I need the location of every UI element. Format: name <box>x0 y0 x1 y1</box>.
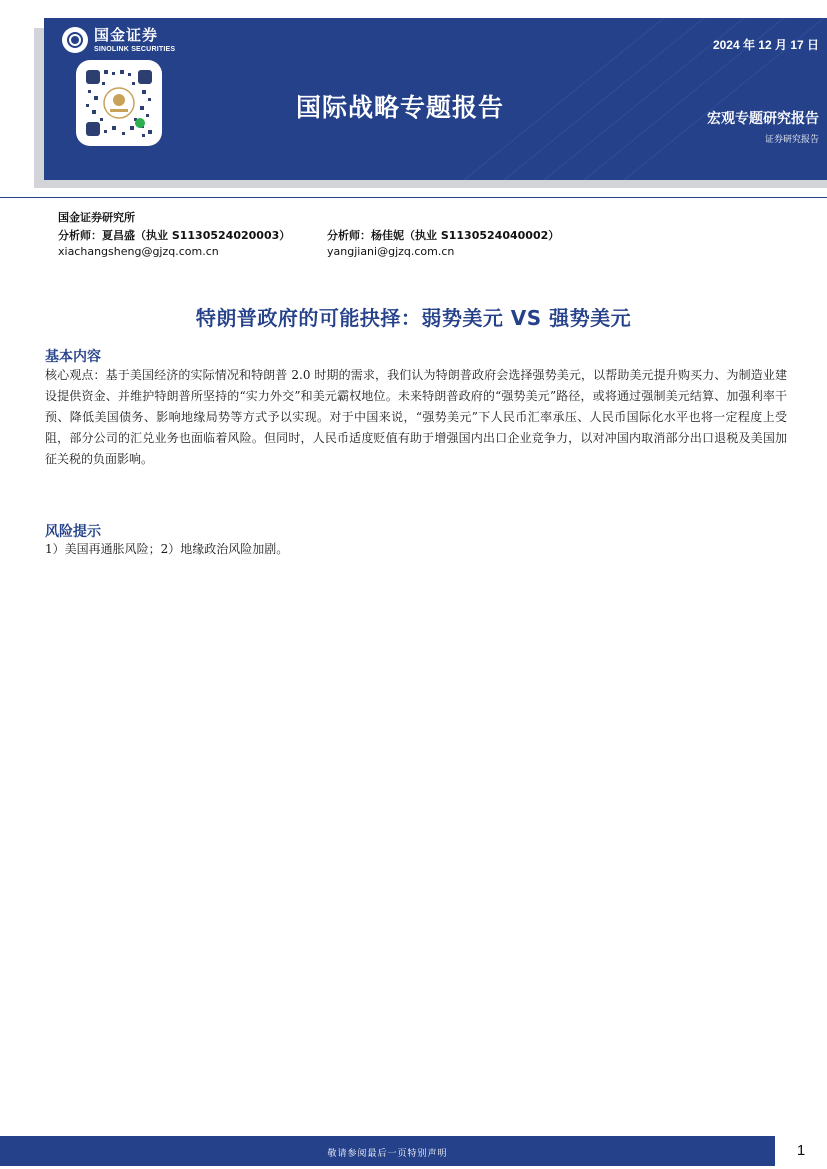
core-view-paragraph: 核心观点：基于美国经济的实际情况和特朗普 2.0 时期的需求，我们认为特朗普政府会选择强势美元，以帮助美元提升购买力、为制造业建设提供资金、并维护特朗普所坚持的“实力外交”和美元霸权地位。未来特朗普政府的“强势美元”路径，或将通过强制美元结算、加强利率干预、降低美国债务、影响地缘局势等方式予以实现。对于中国来说，“强势美元”下人民币汇率承压、人民币国际化水平也将一定程度上受阻，部分公司的汇兑业务也面临着风险。但同时，人民币适度贬值有助于增强国内出口企业竞争力，以对冲国内取消部分出口退税及美国加征关税的负面影响。 <box>45 368 787 466</box>
report-category: 宏观专题研究报告 <box>707 111 819 127</box>
report-date: 2024 年 12 月 17 日 <box>712 38 819 52</box>
analyst-2-email: yangjiani@gjzq.com.cn <box>327 245 455 258</box>
brand-name-cn: 国金证券 <box>94 25 159 44</box>
research-institute: 国金证券研究所 <box>58 211 135 224</box>
analyst-1: 分析师：夏昌盛（执业 S1130524020003） <box>58 229 291 242</box>
brand-name-en: SINOLINK SECURITIES <box>94 45 176 53</box>
section-heading-risk: 风险提示 <box>45 524 101 540</box>
report-headline: 特朗普政府的可能抉择：弱势美元 VS 强势美元 <box>195 306 632 330</box>
footer-disclaimer: 敬请参阅最后一页特别声明 <box>327 1149 448 1159</box>
brand-logo <box>62 27 175 53</box>
risk-paragraph: 1）美国再通胀风险；2）地缘政治风险加剧。 <box>45 542 289 556</box>
qr-code <box>76 60 162 146</box>
analyst-2: 分析师：杨佳妮（执业 S1130524040002） <box>327 229 560 242</box>
analyst-1-email: xiachangsheng@gjzq.com.cn <box>58 245 219 258</box>
page-number: 1 <box>796 1142 806 1159</box>
qr-code-icon <box>76 60 162 146</box>
logo-icon <box>62 27 88 53</box>
report-series-title: 国际战略专题报告 <box>296 93 505 122</box>
header-divider <box>0 197 827 198</box>
report-subcategory: 证券研究报告 <box>764 135 819 145</box>
section-heading-basic: 基本内容 <box>45 349 101 365</box>
